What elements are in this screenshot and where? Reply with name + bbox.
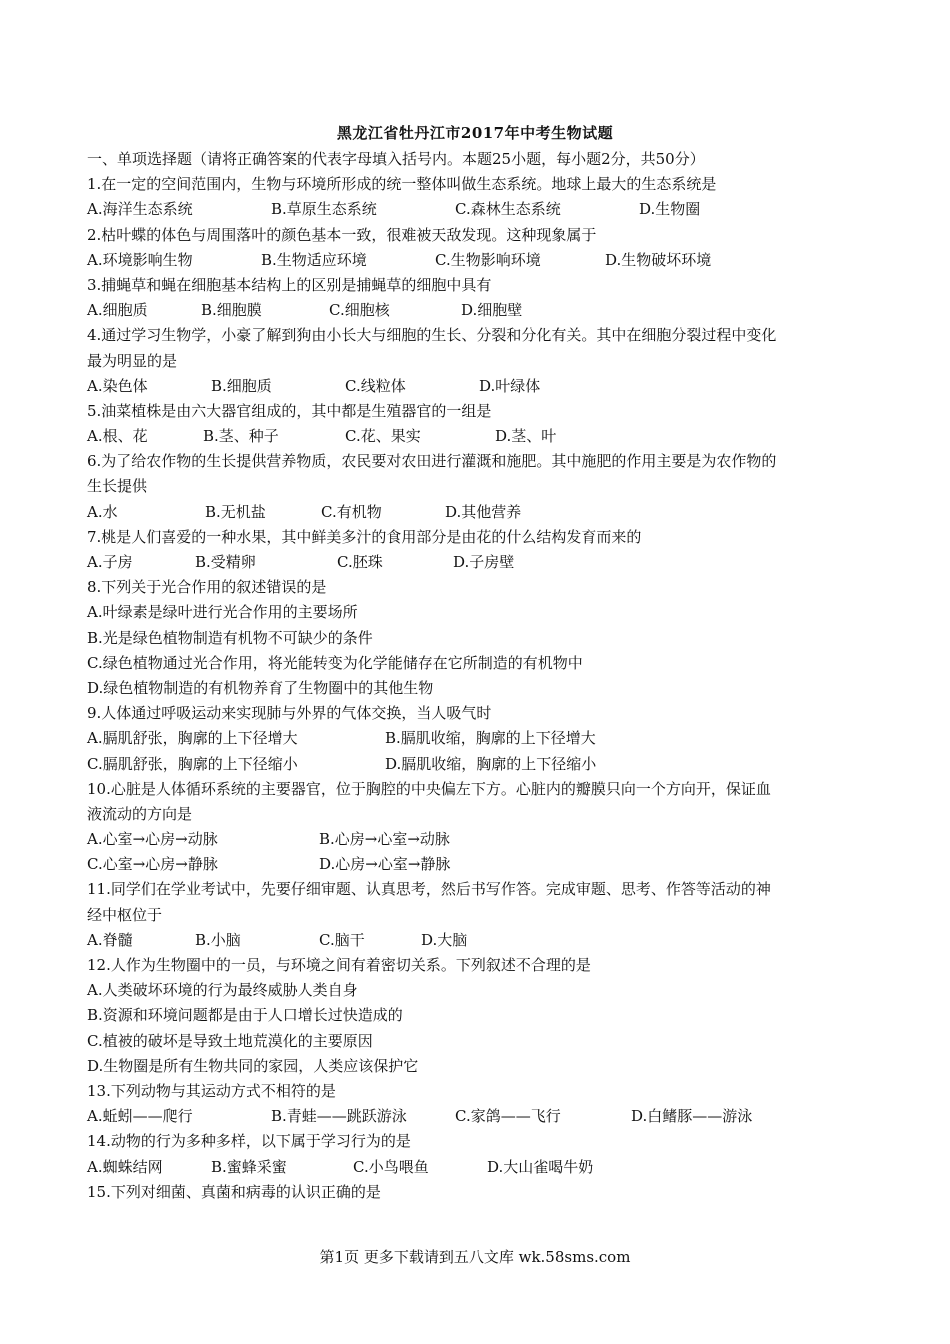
page-footer: 第1页 更多下载请到五八文库 wk.58sms.com xyxy=(319,1248,631,1266)
option: A.环境影响生物 xyxy=(87,250,193,269)
option: B.膈肌收缩，胸廓的上下径增大 xyxy=(385,729,596,748)
option: D.大脑 xyxy=(421,930,468,949)
option: C.有机物 xyxy=(321,502,382,521)
option: B.心房→心室→动脉 xyxy=(319,830,450,849)
option: A.水 xyxy=(87,502,118,521)
question-stem: 4.通过学习生物学，小豪了解到狗由小长大与细胞的生长、分裂和分化有关。其中在细胞分裂过程中变化 xyxy=(87,326,777,345)
question-stem: 7.桃是人们喜爱的一种水果，其中鲜美多汁的食用部分是由花的什么结构发育而来的 xyxy=(87,527,642,546)
option-row xyxy=(87,298,867,323)
option-row xyxy=(87,500,867,525)
option-row xyxy=(87,752,867,777)
option: B.光是绿色植物制造有机物不可缺少的条件 xyxy=(87,628,373,647)
option-row xyxy=(87,928,867,953)
option: C.细胞核 xyxy=(329,301,390,320)
option: B.无机盐 xyxy=(205,502,266,521)
question-stem: 10.心脏是人体循环系统的主要器官，位于胸腔的中央偏左下方。心脏内的瓣膜只向一个方向开，保证血 xyxy=(87,779,771,798)
question-stem: 8.下列关于光合作用的叙述错误的是 xyxy=(87,578,327,597)
option: A.海洋生态系统 xyxy=(87,200,193,219)
question-stem: 3.捕蝇草和蝇在细胞基本结构上的区别是捕蝇草的细胞中具有 xyxy=(87,275,492,294)
question-stem: 15.下列对细菌、真菌和病毒的认识正确的是 xyxy=(87,1182,381,1201)
section-heading: 一、单项选择题（请将正确答案的代表字母填入括号内。本题25小题，每小题2分，共50分） xyxy=(87,150,705,168)
option: B.受精卵 xyxy=(195,553,256,571)
option: C.小鸟喂鱼 xyxy=(353,1157,429,1176)
option: C.花、果实 xyxy=(345,427,421,446)
option: C.家鸽——飞行 xyxy=(455,1107,561,1126)
option: A.子房 xyxy=(87,553,133,571)
option-row xyxy=(87,550,867,575)
question-stem: 14.动物的行为多种多样，以下属于学习行为的是 xyxy=(87,1132,411,1151)
option: B.资源和环境问题都是由于人口增长过快造成的 xyxy=(87,1006,403,1025)
option: D.叶绿体 xyxy=(479,376,541,395)
option: D.其他营养 xyxy=(445,502,522,521)
option: D.生物圈是所有生物共同的家园，人类应该保护它 xyxy=(87,1056,419,1075)
option: C.植被的破坏是导致土地荒漠化的主要原因 xyxy=(87,1031,373,1050)
question-stem: 5.油菜植株是由六大器官组成的，其中都是生殖器官的一组是 xyxy=(87,401,492,420)
question-stem-continued: 液流动的方向是 xyxy=(87,804,193,823)
option: C.森林生态系统 xyxy=(455,200,561,219)
option: A.膈肌舒张，胸廓的上下径增大 xyxy=(87,729,298,748)
option: D.白鳍豚——游泳 xyxy=(631,1107,753,1126)
question-body xyxy=(87,147,867,1205)
option-row xyxy=(87,374,867,399)
option-row xyxy=(87,827,867,852)
option: D.生物圈 xyxy=(639,200,701,219)
question-stem-continued: 最为明显的是 xyxy=(87,351,178,370)
question-stem: 1.在一定的空间范围内，生物与环境所形成的统一整体叫做生态系统。地球上最大的生态系统是 xyxy=(87,175,717,194)
option: C.心室→心房→静脉 xyxy=(87,855,218,874)
option: D.生物破坏环境 xyxy=(605,250,712,269)
option: B.细胞膜 xyxy=(201,301,262,320)
option: C.生物影响环境 xyxy=(435,250,541,269)
option: A.人类破坏环境的行为最终威胁人类自身 xyxy=(87,981,358,1000)
option: C.脑干 xyxy=(319,930,365,949)
option: A.蚯蚓——爬行 xyxy=(87,1107,193,1126)
option-row xyxy=(87,424,867,449)
option: A.叶绿素是绿叶进行光合作用的主要场所 xyxy=(87,603,358,622)
option: B.蜜蜂采蜜 xyxy=(211,1157,287,1176)
question-stem: 2.枯叶蝶的体色与周围落叶的颜色基本一致，很难被天敌发现。这种现象属于 xyxy=(87,225,597,244)
page-title: 黑龙江省牡丹江市2017年中考生物试题 xyxy=(336,124,614,142)
option: C.线粒体 xyxy=(345,376,406,395)
option: D.子房壁 xyxy=(453,553,515,571)
option: D.大山雀喝牛奶 xyxy=(487,1157,594,1176)
option: A.根、花 xyxy=(87,427,148,446)
option: B.青蛙——跳跃游泳 xyxy=(271,1107,407,1126)
question-stem-continued: 经中枢位于 xyxy=(87,905,163,924)
option: C.胚珠 xyxy=(337,553,383,571)
option: B.细胞质 xyxy=(211,376,272,395)
option: A.染色体 xyxy=(87,376,148,395)
option: C.绿色植物通过光合作用，将光能转变为化学能储存在它所制造的有机物中 xyxy=(87,653,583,672)
option-row xyxy=(87,1155,867,1180)
option-row xyxy=(87,248,867,273)
option: D.膈肌收缩，胸廓的上下径缩小 xyxy=(385,754,597,773)
option-row xyxy=(87,1104,867,1129)
question-stem: 13.下列动物与其运动方式不相符的是 xyxy=(87,1081,336,1100)
option: B.小脑 xyxy=(195,930,241,949)
option: B.草原生态系统 xyxy=(271,200,377,219)
question-stem: 11.同学们在学业考试中，先要仔细审题、认真思考，然后书写作答。完成审题、思考、作答等活动的神 xyxy=(87,880,771,899)
option: C.膈肌舒张，胸廓的上下径缩小 xyxy=(87,754,298,773)
question-stem: 6.为了给农作物的生长提供营养物质，农民要对农田进行灌溉和施肥。其中施肥的作用主要是为农作物的 xyxy=(87,452,777,471)
option-row xyxy=(87,197,867,222)
question-stem: 9.人体通过呼吸运动来实现肺与外界的气体交换，当人吸气时 xyxy=(87,704,492,723)
question-stem: 12.人作为生物圈中的一员，与环境之间有着密切关系。下列叙述不合理的是 xyxy=(87,956,591,974)
question-stem-continued: 生长提供 xyxy=(87,477,148,496)
option: A.蜘蛛结网 xyxy=(87,1157,163,1176)
option: A.心室→心房→动脉 xyxy=(87,830,218,849)
option: D.茎、叶 xyxy=(495,427,557,446)
option: D.心房→心室→静脉 xyxy=(319,855,451,874)
option: A.脊髓 xyxy=(87,930,133,949)
option: A.细胞质 xyxy=(87,301,148,320)
option: B.茎、种子 xyxy=(203,427,279,446)
option: D.细胞壁 xyxy=(461,301,523,320)
option-row xyxy=(87,726,867,751)
option-row xyxy=(87,852,867,877)
option: D.绿色植物制造的有机物养育了生物圈中的其他生物 xyxy=(87,678,434,697)
option: B.生物适应环境 xyxy=(261,250,367,269)
